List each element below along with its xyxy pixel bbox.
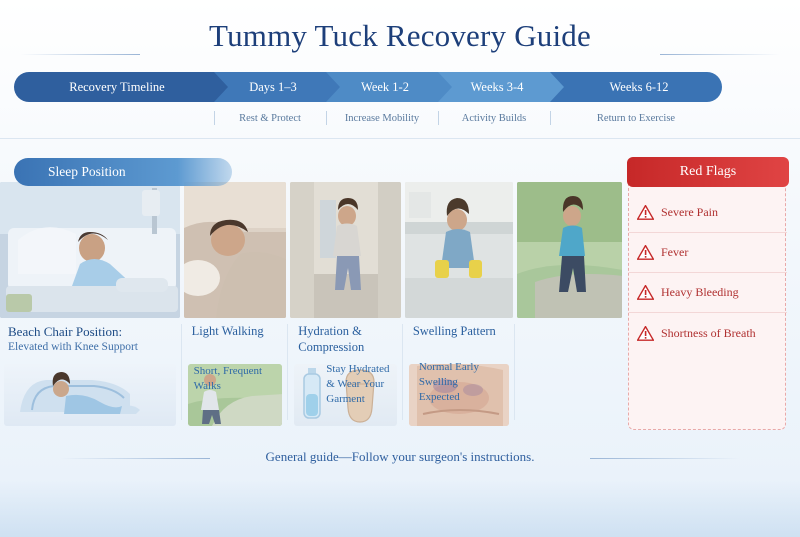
- red-flags-list: [629, 193, 787, 353]
- page-title: Tummy Tuck Recovery Guide: [209, 18, 591, 53]
- sleep-position-banner: [14, 158, 232, 186]
- title-rule-left: [20, 54, 140, 55]
- recovery-timeline: [14, 72, 722, 102]
- section-divider: [0, 138, 800, 139]
- timeline-sublabel-3: Activity Builds: [438, 108, 550, 128]
- timeline-label-0: Recovery Timeline: [69, 79, 165, 94]
- warning-triangle-icon: [637, 245, 654, 260]
- red-flags-panel: [628, 158, 786, 430]
- red-flag-item: [629, 273, 787, 313]
- red-flag-label-3: Shortness of Breath: [661, 325, 756, 340]
- timeline-sublabel-2: Increase Mobility: [326, 108, 438, 128]
- timeline-segment-0[interactable]: [14, 72, 214, 102]
- timeline-label-3: Weeks 3-4: [470, 79, 524, 94]
- timeline-segment-4[interactable]: [550, 72, 722, 102]
- panel-subtitle-0: Elevated with Knee Support: [8, 341, 138, 354]
- panel-title-3: Swelling Pattern: [412, 324, 496, 338]
- footer: [0, 448, 800, 466]
- panel-title-2: Hydration & Compression: [298, 324, 365, 354]
- caption-row: [0, 320, 622, 430]
- red-flags-header: [627, 157, 789, 187]
- panel-beach-chair: [0, 320, 180, 430]
- timeline-sublabel-1: Rest & Protect: [214, 108, 326, 128]
- warning-triangle-icon: [637, 205, 654, 220]
- panel-hydration-compression: [290, 320, 401, 430]
- warning-triangle-icon: [637, 326, 654, 341]
- red-flag-item: [629, 233, 787, 273]
- hallway-walking-illustration: [290, 182, 401, 318]
- red-flags-title: Red Flags: [679, 164, 737, 179]
- warning-triangle-icon: [637, 285, 654, 300]
- jogging-illustration: [517, 182, 622, 318]
- timeline-segment-3[interactable]: [438, 72, 550, 102]
- bottom-gradient: [0, 479, 800, 537]
- timeline-label-1: Days 1–3: [249, 79, 297, 94]
- panel-swelling-pattern: [405, 320, 514, 430]
- kitchen-illustration: [405, 182, 514, 318]
- timeline-sublabels: [14, 108, 722, 128]
- sleeping-illustration: [184, 182, 287, 318]
- kitchen-chores-photo: [405, 182, 514, 318]
- red-flag-label-0: Severe Pain: [661, 205, 718, 219]
- hallway-walking-photo: [290, 182, 401, 318]
- panel-overlay-1: Short, Frequent Walks: [193, 365, 263, 392]
- red-flag-item: [629, 313, 787, 353]
- footer-note: General guide—Follow your surgeon's instructions.: [265, 449, 535, 464]
- panel-overlay-2: Stay Hydrated & Wear Your Garment: [326, 363, 390, 405]
- panel-spacer: [517, 320, 622, 430]
- red-flag-item: [629, 193, 787, 233]
- hospital-bed-illustration: [0, 182, 180, 318]
- panel-title-0: Beach Chair Position:: [8, 324, 123, 339]
- timeline-sublabel-4: Return to Exercise: [550, 108, 722, 128]
- page-title-container: [0, 18, 800, 54]
- title-rule-right: [660, 54, 780, 55]
- footer-rule-right: [590, 458, 740, 459]
- hospital-bed-photo: [0, 182, 180, 318]
- timeline-sublabel-0: [14, 108, 214, 128]
- timeline-segment-1[interactable]: [214, 72, 326, 102]
- panel-overlay-3: Normal Early Swelling Expected: [418, 361, 479, 403]
- timeline-label-2: Week 1-2: [361, 79, 409, 94]
- timeline-segment-2[interactable]: [326, 72, 438, 102]
- red-flag-label-2: Heavy Bleeding: [661, 285, 739, 299]
- sleep-position-label: Sleep Position: [48, 164, 126, 179]
- timeline-label-4: Weeks 6-12: [609, 79, 669, 94]
- red-flag-label-1: Fever: [661, 245, 689, 259]
- footer-rule-left: [60, 458, 210, 459]
- beach-chair-illustration: [4, 364, 176, 426]
- beach-chair-figure-icon: [4, 364, 176, 426]
- photo-strip: [0, 182, 622, 318]
- woman-sleeping-photo: [184, 182, 287, 318]
- panel-title-1: Light Walking: [191, 324, 264, 338]
- jogging-outdoors-photo: [517, 182, 622, 318]
- panel-light-walking: [184, 320, 287, 430]
